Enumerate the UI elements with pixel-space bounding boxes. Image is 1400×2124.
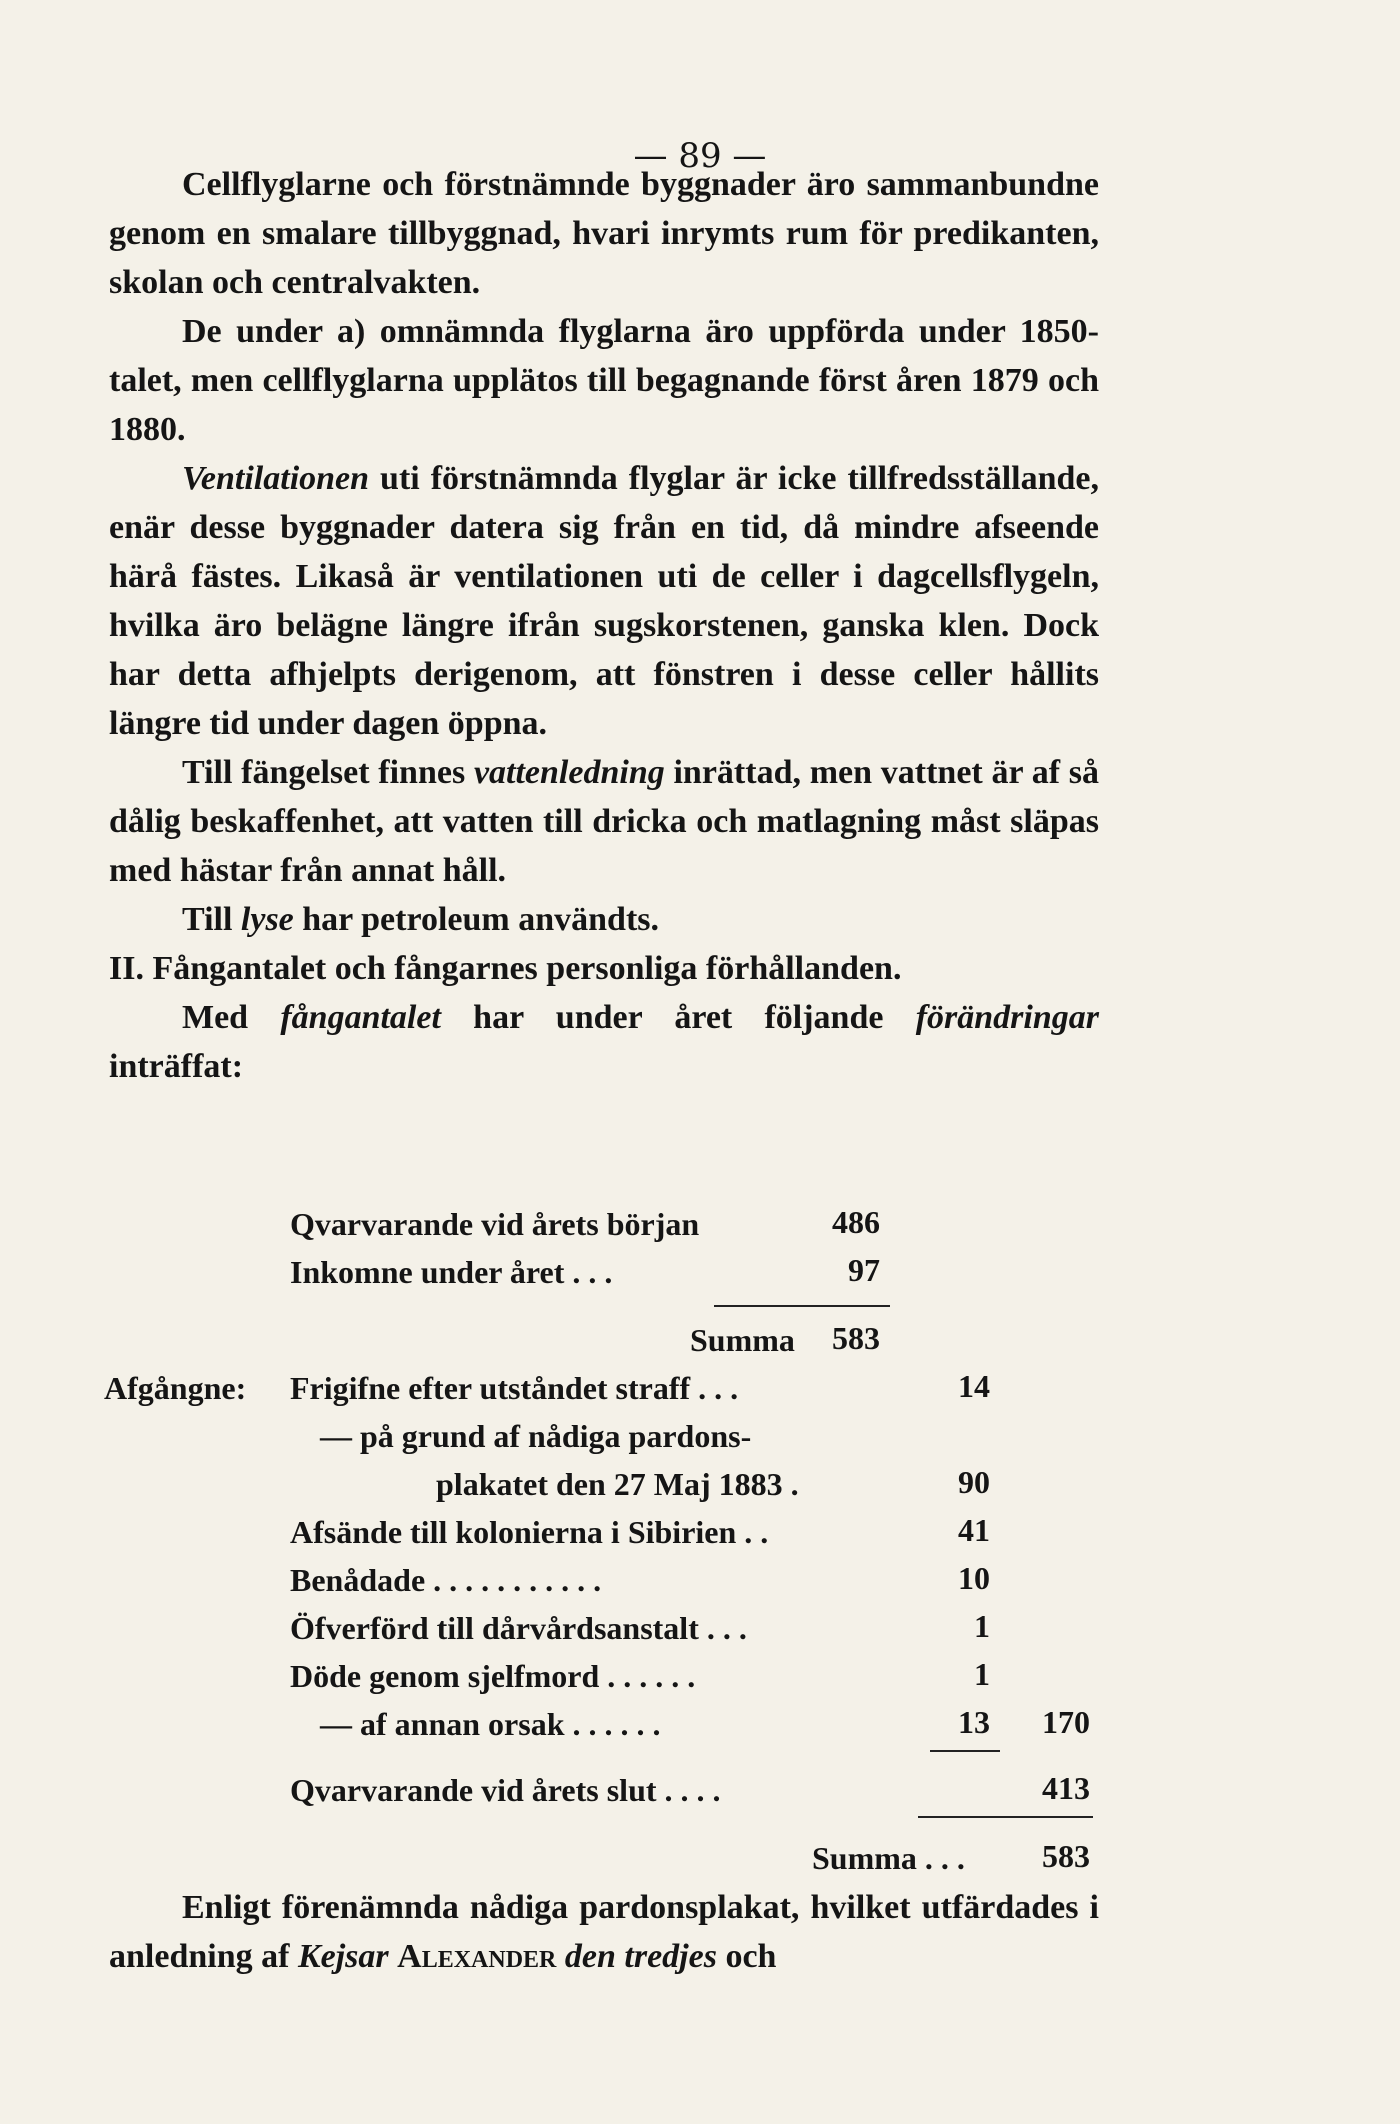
row-start-value: 486 (832, 1204, 880, 1240)
row-incoming-label: Inkomne under året . . . (290, 1254, 613, 1290)
paragraph-5-a: Till (182, 901, 241, 938)
summa-2-label: Summa . . . (812, 1840, 965, 1876)
paragraph-6-a: Med (182, 999, 281, 1036)
row-start-label: Qvarvarande vid årets början (290, 1206, 700, 1242)
kejsar-term: Kejsar (297, 1938, 389, 1975)
section-heading: II. Fångantalet och fångarnes personliga förhållanden. (109, 950, 902, 987)
paragraph-5-b: har petroleum användts. (293, 901, 659, 938)
closing-b: och (716, 1938, 777, 1975)
closing-a: Enligt förenämnda nådiga pardonsplakat, hvilket utfärdades i anledning af (109, 1889, 1099, 1975)
paragraph-6 (109, 993, 1099, 1091)
afgangne-item-label: plakatet den 27 Maj 1883 . (436, 1466, 799, 1502)
row-incoming-value: 97 (848, 1252, 880, 1288)
tredjes-term: den tredjes (564, 1938, 717, 1975)
afgangne-item-label: Frigifne efter utståndet straff . . . (290, 1370, 739, 1406)
afgangne-item-value: 1 (974, 1656, 990, 1692)
paragraph-6-c: inträffat: (109, 1048, 244, 1085)
page-number: — 89 — (633, 136, 767, 176)
afgangne-item-label: Benådade . . . . . . . . . . . (290, 1562, 602, 1598)
sum-rule-3 (918, 1816, 1093, 1818)
paragraph-3 (109, 454, 1099, 748)
afgangne-item-label: Döde genom sjelfmord . . . . . . (290, 1658, 696, 1694)
paragraph-4-a: Till fängelset finnes (182, 754, 474, 791)
afgangne-label: Afgångne: (104, 1370, 247, 1406)
slut-value: 413 (1042, 1770, 1090, 1806)
afgangne-total: 170 (1042, 1704, 1090, 1740)
summa-2-value: 583 (1042, 1838, 1090, 1874)
alexander-name: Alexander (397, 1938, 557, 1975)
changes-term: förändringar (915, 999, 1099, 1036)
slut-label: Qvarvarande vid årets slut . . . . (290, 1772, 721, 1808)
body-text (109, 160, 1099, 1091)
afgangne-item-label: — af annan orsak . . . . . . (320, 1706, 661, 1742)
light-term: lyse (240, 901, 294, 938)
afgangne-item-value: 41 (958, 1512, 990, 1548)
afgangne-item-label: Öfverförd till dårvårdsanstalt . . . (290, 1610, 747, 1646)
afgangne-item-value: 90 (958, 1464, 990, 1500)
paragraph-4-b: inrättad, men vattnet är af så dålig beskaffenhet, att vatten till dricka och matlagning måst släpas med hästar från annat håll. (109, 754, 1099, 889)
closing-paragraph (109, 1883, 1099, 1981)
paragraph-2: De under a) omnämnda flyglarna äro uppförda under 1850-talet, men cellflyglarna upplätos till begagnande först åren 1879 och 1880. (109, 313, 1099, 448)
summa-1-value: 583 (832, 1320, 880, 1356)
paragraph-1: Cellflyglarne och förstnämnde byggnader äro sammanbundne genom en smalare tillbyggnad, hvari inrymts rum för predikanten, skolan och centralvakten. (109, 166, 1099, 301)
closing-text (109, 1883, 1099, 1981)
afgangne-item-value: 13 (958, 1704, 990, 1740)
summa-1-label: Summa (690, 1322, 795, 1358)
paragraph-6-b: har under året följande (440, 999, 916, 1036)
ventilation-term: Ventilationen (182, 460, 370, 497)
paragraph-5 (109, 895, 1099, 944)
afgangne-item-label: — på grund af nådiga pardons- (320, 1418, 752, 1454)
afgangne-item-value: 14 (958, 1368, 990, 1404)
afgangne-item-label: Afsände till kolonierna i Sibirien . . (290, 1514, 769, 1550)
water-term: vattenledning (473, 754, 665, 791)
paragraph-3-text: uti förstnämnda flyglar är icke tillfredsställande, enär desse byggnader datera sig från en tid, då mindre afseende härå fästes. Likaså är ventilationen uti de celler i dagcellsflygeln, hvilka äro belägne längre ifrån sugskorstenen, ganska klen. Dock har detta afhjelpts derigenom, att fönstren i desse celler hållits längre tid under dagen öppna. (109, 460, 1099, 742)
prisoner-count-term: fångantalet (280, 999, 441, 1036)
afgangne-item-value: 1 (974, 1608, 990, 1644)
sum-rule-1 (714, 1305, 890, 1307)
sum-rule-2 (930, 1750, 1000, 1752)
afgangne-item-value: 10 (958, 1560, 990, 1596)
paragraph-4 (109, 748, 1099, 895)
